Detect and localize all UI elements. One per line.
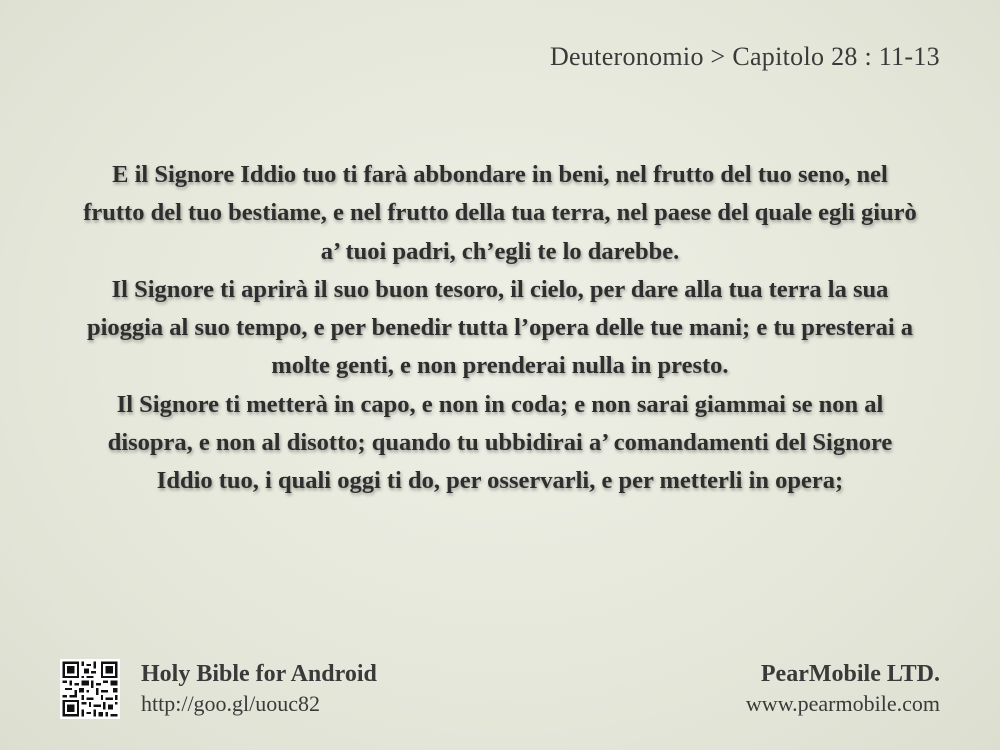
verse-11: E il Signore Iddio tuo ti farà abbondare in beni, nel frutto del tuo seno, nel frutto del tuo bestiame, e nel frutto della tua terra, nel paese del quale egli giurò a’ tuoi padri, ch’egli te lo darebbe. bbox=[83, 161, 917, 265]
qr-code-icon[interactable] bbox=[60, 659, 120, 719]
verse-12: Il Signore ti aprirà il suo buon tesoro, il cielo, per dare alla tua terra la sua pioggia al suo tempo, e per benedir tutta l’opera delle tue mani; e tu presterai a molte genti, e non prenderai nulla in presto. bbox=[86, 275, 914, 380]
app-footer bbox=[60, 658, 377, 720]
app-info bbox=[141, 659, 377, 719]
app-title: Holy Bible for Android bbox=[141, 661, 377, 687]
company-website[interactable]: www.pearmobile.com bbox=[745, 691, 940, 716]
company-name: PearMobile LTD. bbox=[760, 661, 940, 687]
verse-text bbox=[80, 156, 920, 501]
company-info bbox=[746, 659, 940, 719]
verse-13: Il Signore ti metterà in capo, e non in coda; e non sarai giammai se non al disopra, e non al disotto; quando tu ubbidirai a’ comandamenti del Signore Iddio tuo, i quali oggi ti do, per osservarli, e per metterli in opera; bbox=[107, 390, 893, 495]
verse-reference: Deuteronomio > Capitolo 28 : 11-13 bbox=[549, 42, 940, 71]
app-link[interactable]: http://goo.gl/uouc82 bbox=[141, 691, 321, 716]
